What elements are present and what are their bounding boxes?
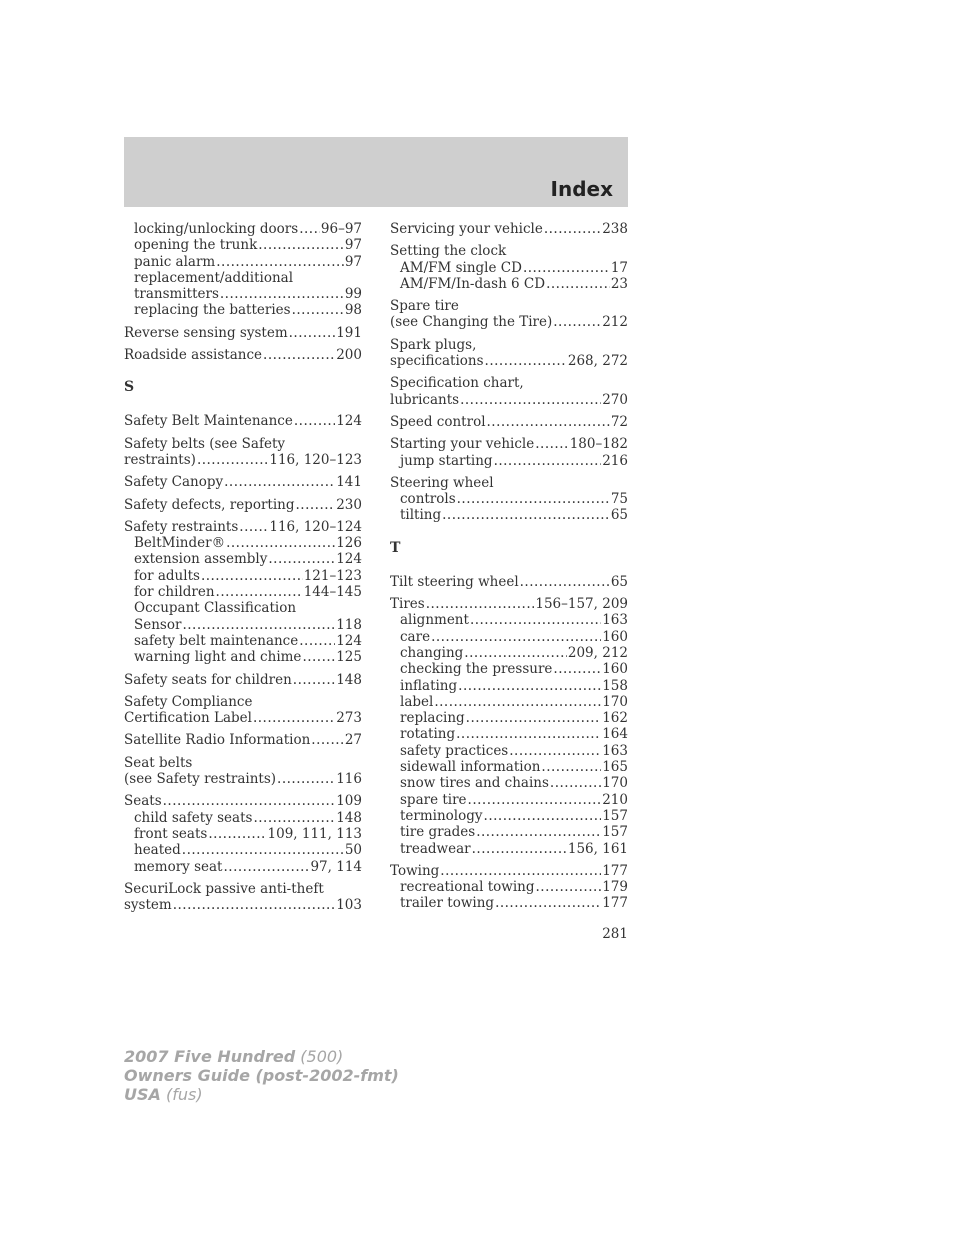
index-column-left (124, 221, 362, 919)
entry-text: Seat belts (124, 754, 193, 771)
entry-text: Safety seats for children (124, 671, 292, 688)
footer-line-3: USA (fus) (124, 1085, 203, 1104)
entry-text: rotating (400, 726, 456, 743)
entry-text: restraints) (124, 451, 196, 468)
index-subentry-line (390, 808, 628, 824)
entry-text: controls (400, 491, 456, 508)
index-subentry-line (124, 633, 362, 649)
entry-page-ref: 109, 111, 113 (267, 825, 362, 842)
dot-leader (216, 254, 344, 270)
index-subentry-line (390, 612, 628, 628)
dot-leader (173, 897, 336, 913)
entry-text: safety belt maintenance (134, 632, 299, 649)
index-entry-line (124, 881, 362, 897)
entry-page-ref: 97 (344, 253, 362, 270)
index-entry-line (124, 771, 362, 787)
index-entry (390, 221, 628, 237)
entry-text: spare tire (400, 791, 467, 808)
index-entry-line (390, 574, 628, 590)
entry-text: Starting your vehicle (390, 436, 535, 453)
dot-leader (263, 347, 335, 363)
entry-page-ref: 109 (336, 793, 362, 810)
entry-page-ref: 160 (602, 661, 628, 678)
index-entry-line (124, 325, 362, 341)
dot-leader (470, 612, 601, 628)
entry-text: label (400, 693, 434, 710)
entry-page-ref: 144–145 (303, 584, 362, 601)
index-entry-line (124, 755, 362, 771)
entry-page-ref: 210 (602, 791, 628, 808)
entry-text: jump starting (400, 452, 493, 469)
entry-text: Specification chart, (390, 375, 524, 392)
dot-leader (226, 535, 335, 551)
entry-page-ref: 121–123 (303, 567, 362, 584)
dot-leader (520, 574, 610, 590)
index-subentry-line (124, 842, 362, 858)
index-subentry-line (390, 491, 628, 507)
dot-leader (208, 826, 266, 842)
entry-text: system (124, 897, 172, 914)
entry-text: Safety Canopy (124, 474, 224, 491)
entry-page-ref: 126 (336, 535, 362, 552)
index-entry-line (124, 897, 362, 913)
entry-text: AM/FM/In-dash 6 CD (400, 275, 546, 292)
index-subentry-line (390, 759, 628, 775)
entry-page-ref: 170 (602, 775, 628, 792)
dot-leader (457, 491, 610, 507)
dot-leader (487, 414, 610, 430)
entry-page-ref: 158 (602, 677, 628, 694)
dot-leader (546, 276, 610, 292)
entry-text: replacing (400, 710, 465, 727)
dot-leader (466, 710, 602, 726)
index-entry (124, 732, 362, 748)
dot-leader (253, 710, 335, 726)
index-subentry-line (390, 453, 628, 469)
entry-text: Safety restraints (124, 518, 239, 535)
entry-page-ref: 165 (602, 759, 628, 776)
entry-text: alignment (400, 612, 469, 629)
entry-text: warning light and chime (134, 649, 302, 666)
entry-text: Steering wheel (390, 474, 494, 491)
entry-page-ref: 170 (602, 693, 628, 710)
index-entry-line (124, 452, 362, 468)
index-entry-line (390, 353, 628, 369)
entry-text: Speed control (390, 413, 486, 430)
entry-page-ref: 75 (610, 491, 628, 508)
dot-leader (458, 678, 601, 694)
dot-leader (494, 453, 602, 469)
index-entry-line (390, 314, 628, 330)
header-band (124, 137, 628, 207)
index-entry-line (124, 793, 362, 809)
entry-text: Towing (390, 862, 440, 879)
index-entry (124, 881, 362, 914)
entry-text: Reverse sensing system (124, 324, 288, 341)
dot-leader (553, 314, 601, 330)
dot-leader (472, 841, 567, 857)
index-subentry-line (390, 678, 628, 694)
index-subentry-line (390, 694, 628, 710)
dot-leader (431, 629, 601, 645)
dot-leader (289, 325, 336, 341)
entry-page-ref: 160 (602, 628, 628, 645)
index-subentry-line (124, 617, 362, 633)
footer (124, 1047, 399, 1104)
entry-text: (see Safety restraints) (124, 771, 277, 788)
entry-text: replacement/additional (134, 269, 294, 286)
index-entry (124, 436, 362, 469)
index-subentry-line (124, 600, 362, 616)
entry-page-ref: 27 (344, 732, 362, 749)
index-entry-line (390, 596, 628, 612)
dot-leader (258, 237, 344, 253)
entry-text: snow tires and chains (400, 775, 549, 792)
entry-page-ref: 148 (336, 809, 362, 826)
footer-line-2: Owners Guide (post-2002-fmt) (124, 1066, 399, 1085)
entry-text: care (400, 628, 431, 645)
index-entry (124, 221, 362, 319)
entry-page-ref: 65 (610, 507, 628, 524)
index-subentry-line (124, 859, 362, 875)
dot-leader (182, 842, 344, 858)
entry-page-ref: 230 (336, 496, 362, 513)
entry-text: Safety defects, reporting (124, 496, 295, 513)
dot-leader (544, 221, 601, 237)
entry-text: child safety seats (134, 809, 253, 826)
entry-text: lubricants (390, 391, 460, 408)
entry-page-ref: 72 (610, 413, 628, 430)
index-entry-line (124, 694, 362, 710)
entry-page-ref: 118 (336, 616, 362, 633)
entry-text: Sensor (134, 616, 182, 633)
entry-page-ref: 163 (602, 742, 628, 759)
index-entry-line (124, 519, 362, 535)
dot-leader (476, 824, 601, 840)
index-entry-line (124, 497, 362, 513)
dot-leader (440, 863, 601, 879)
dot-leader (553, 661, 601, 677)
index-entry (390, 475, 628, 524)
index-subentry-line (390, 824, 628, 840)
index-entry (124, 519, 362, 666)
entry-text: BeltMinder® (134, 535, 226, 552)
index-subentry-line (390, 661, 628, 677)
index-entry (390, 596, 628, 857)
index-subentry-line (124, 286, 362, 302)
index-subentry-line (124, 826, 362, 842)
dot-leader (442, 507, 610, 523)
entry-page-ref: 163 (602, 612, 628, 629)
entry-text: sidewall information (400, 759, 541, 776)
entry-text: specifications (390, 353, 484, 370)
dot-leader (293, 672, 335, 688)
index-entry (124, 694, 362, 727)
index-subentry-line (390, 895, 628, 911)
index-entry-line (124, 474, 362, 490)
index-entry-line (124, 672, 362, 688)
section-letter: S (124, 379, 135, 396)
entry-page-ref: 200 (336, 347, 362, 364)
entry-page-ref: 209, 212 (567, 644, 628, 661)
index-entry (390, 436, 628, 469)
entry-text: Setting the clock (390, 243, 507, 260)
index-subentry-line (124, 302, 362, 318)
index-subentry-line (390, 276, 628, 292)
entry-page-ref: 125 (336, 649, 362, 666)
entry-text: Spare tire (390, 298, 459, 315)
dot-leader (468, 792, 602, 808)
dot-leader (535, 879, 601, 895)
entry-page-ref: 96–97 (320, 221, 362, 237)
index-entry (390, 414, 628, 430)
index-entry-line (124, 732, 362, 748)
dot-leader (253, 810, 335, 826)
entry-page-ref: 273 (336, 710, 362, 727)
entry-text: extension assembly (134, 551, 268, 568)
index-entry (390, 243, 628, 292)
entry-text: safety practices (400, 742, 509, 759)
entry-text: Servicing your vehicle (390, 221, 543, 237)
entry-page-ref: 141 (336, 474, 362, 491)
entry-text: transmitters (134, 286, 219, 303)
index-entry-line (390, 298, 628, 314)
dot-leader (292, 302, 344, 318)
footer-line-1: 2007 Five Hundred (500) (124, 1047, 344, 1066)
entry-page-ref: 97, 114 (310, 858, 362, 875)
entry-page-ref: 148 (336, 671, 362, 688)
index-entry (124, 755, 362, 788)
index-subentry-line (124, 270, 362, 286)
entry-text: treadwear (400, 840, 471, 857)
index-subentry-line (124, 810, 362, 826)
index-entry-line (390, 221, 628, 237)
entry-text: Safety Belt Maintenance (124, 413, 293, 430)
page-number: 281 (602, 926, 628, 942)
index-subentry-line (124, 535, 362, 551)
dot-leader (456, 726, 601, 742)
entry-page-ref: 116, 120–123 (269, 451, 362, 468)
entry-page-ref: 177 (602, 862, 628, 879)
entry-page-ref: 157 (602, 807, 628, 824)
entry-text: heated (134, 842, 181, 859)
index-entry-line (390, 392, 628, 408)
index-subentry-line (390, 841, 628, 857)
index-entry (124, 497, 362, 513)
entry-text: (see Changing the Tire) (390, 314, 553, 331)
entry-text: checking the pressure (400, 661, 553, 678)
entry-page-ref: 216 (602, 452, 628, 469)
entry-text: locking/unlocking doors (134, 221, 299, 237)
dot-leader (197, 452, 268, 468)
index-entry (390, 863, 628, 912)
dot-leader (434, 694, 601, 710)
entry-text: Spark plugs, (390, 336, 477, 353)
index-entry-line (390, 375, 628, 391)
entry-page-ref: 97 (344, 237, 362, 254)
dot-leader (295, 497, 335, 513)
entry-text: SecuriLock passive anti-theft (124, 880, 324, 897)
entry-text: terminology (400, 807, 483, 824)
entry-text: Occupant Classification (134, 600, 297, 617)
entry-text: AM/FM single CD (400, 259, 522, 276)
index-subentry-line (390, 743, 628, 759)
index-subentry-line (390, 792, 628, 808)
index-subentry-line (390, 726, 628, 742)
index-subentry-line (124, 584, 362, 600)
index-entry-line (124, 413, 362, 429)
index-subentry-line (124, 568, 362, 584)
entry-page-ref: 179 (602, 879, 628, 896)
entry-text: Safety belts (see Safety (124, 435, 286, 452)
dot-leader (302, 649, 335, 665)
entry-page-ref: 156–157, 209 (535, 596, 628, 613)
index-entry (124, 347, 362, 363)
entry-text: Seats (124, 793, 162, 810)
entry-text: Tilt steering wheel (390, 573, 519, 590)
dot-leader (220, 286, 344, 302)
index-entry (390, 375, 628, 408)
dot-leader (485, 353, 567, 369)
index-subentry-line (390, 260, 628, 276)
entry-page-ref: 124 (336, 551, 362, 568)
entry-page-ref: 124 (336, 632, 362, 649)
entry-text: Certification Label (124, 710, 252, 727)
dot-leader (268, 551, 335, 567)
dot-leader (509, 743, 601, 759)
dot-leader (541, 759, 601, 775)
index-subentry-line (390, 645, 628, 661)
dot-leader (216, 584, 303, 600)
dot-leader (460, 392, 601, 408)
entry-text: changing (400, 644, 464, 661)
index-subentry-line (390, 710, 628, 726)
dot-leader (523, 260, 610, 276)
entry-text: Safety Compliance (124, 693, 253, 710)
entry-text: tilting (400, 507, 442, 524)
entry-page-ref: 157 (602, 824, 628, 841)
dot-leader (163, 793, 336, 809)
entry-page-ref: 238 (602, 221, 628, 237)
index-subentry-line (124, 221, 362, 237)
index-entry (390, 337, 628, 370)
entry-page-ref: 116, 120–124 (269, 518, 362, 535)
index-entry (390, 298, 628, 331)
entry-page-ref: 180–182 (569, 436, 628, 453)
index-entry (124, 672, 362, 688)
page-title: Index (550, 177, 613, 201)
dot-leader (535, 436, 568, 452)
index-entry-line (124, 710, 362, 726)
entry-text: inflating (400, 677, 458, 694)
index-entry-line (390, 475, 628, 491)
entry-text: opening the trunk (134, 237, 258, 254)
entry-page-ref: 98 (344, 302, 362, 319)
dot-leader (299, 221, 320, 237)
dot-leader (294, 413, 335, 429)
entry-text: Tires (390, 596, 425, 613)
entry-text: for children (134, 584, 215, 601)
dot-leader (299, 633, 335, 649)
entry-text: Roadside assistance (124, 347, 263, 364)
dot-leader (277, 771, 335, 787)
entry-page-ref: 212 (602, 314, 628, 331)
index-entry-line (390, 436, 628, 452)
index-subentry-line (124, 551, 362, 567)
index-subentry-line (124, 649, 362, 665)
entry-page-ref: 191 (336, 324, 362, 341)
dot-leader (224, 474, 335, 490)
dot-leader (495, 895, 601, 911)
index-entry-line (390, 243, 628, 259)
index-subentry-line (390, 507, 628, 523)
index-entry (124, 325, 362, 341)
index-subentry-line (390, 775, 628, 791)
entry-text: recreational towing (400, 879, 535, 896)
entry-page-ref: 50 (344, 842, 362, 859)
entry-text: panic alarm (134, 253, 216, 270)
index-subentry-line (124, 254, 362, 270)
entry-text: Satellite Radio Information (124, 732, 311, 749)
entry-page-ref: 162 (602, 710, 628, 727)
dot-leader (550, 775, 601, 791)
entry-page-ref: 65 (610, 573, 628, 590)
section-letter: T (390, 539, 401, 556)
dot-leader (239, 519, 268, 535)
dot-leader (182, 617, 335, 633)
index-entry-line (390, 337, 628, 353)
dot-leader (426, 596, 535, 612)
dot-leader (223, 859, 309, 875)
dot-leader (464, 645, 567, 661)
index-subentry-line (390, 879, 628, 895)
index-entry-line (124, 347, 362, 363)
entry-page-ref: 270 (602, 391, 628, 408)
entry-page-ref: 103 (336, 897, 362, 914)
index-entry-line (124, 436, 362, 452)
dot-leader (484, 808, 602, 824)
dot-leader (311, 732, 344, 748)
entry-page-ref: 268, 272 (567, 353, 628, 370)
entry-page-ref: 164 (602, 726, 628, 743)
entry-text: replacing the batteries (134, 302, 291, 319)
entry-text: front seats (134, 825, 208, 842)
entry-page-ref: 124 (336, 413, 362, 430)
entry-text: trailer towing (400, 895, 495, 912)
entry-page-ref: 17 (610, 259, 628, 276)
entry-page-ref: 23 (610, 275, 628, 292)
entry-page-ref: 177 (602, 895, 628, 912)
entry-text: for adults (134, 567, 200, 584)
index-column-right (390, 221, 628, 918)
index-entry (390, 574, 628, 590)
entry-text: tire grades (400, 824, 476, 841)
index-subentry-line (124, 237, 362, 253)
index-entry-line (390, 863, 628, 879)
entry-page-ref: 116 (336, 771, 362, 788)
index-entry (124, 793, 362, 874)
dot-leader (201, 568, 303, 584)
entry-text: memory seat (134, 858, 223, 875)
index-entry (124, 413, 362, 429)
entry-page-ref: 156, 161 (567, 840, 628, 857)
index-entry (124, 474, 362, 490)
entry-page-ref: 99 (344, 286, 362, 303)
index-subentry-line (390, 629, 628, 645)
index-entry-line (390, 414, 628, 430)
